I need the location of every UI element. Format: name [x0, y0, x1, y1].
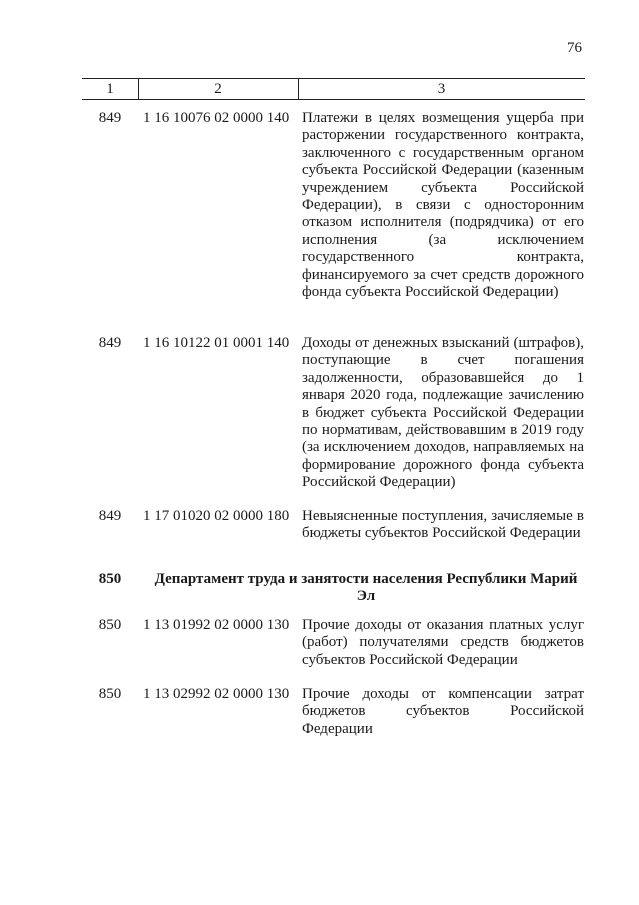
income-description: Невыясненные поступления, зачисляемые в бюджеты субъектов Российской Федерации [302, 508, 584, 542]
admin-code: 849 [98, 110, 122, 126]
income-code: 1 17 01020 02 0000 180 [143, 508, 290, 524]
header-bottom-border [82, 99, 585, 100]
income-description: Доходы от денежных взысканий (штрафов), поступающие в счет погашения задолженности, образовавшейся до 1 января 2020 года, подлежащие зачислению в бюджет субъекта Российской Федерации по нормативам, действовавшим в 2019 году (за исключением доходов, направляемых на формирование дорожного фонда субъекта Российской Федерации) [302, 335, 584, 491]
admin-code: 849 [98, 508, 122, 524]
income-code: 1 13 02992 02 0000 130 [143, 686, 290, 702]
header-col-3: 3 [437, 81, 446, 97]
income-description: Прочие доходы от компенсации затрат бюджетов субъектов Российской Федерации [302, 686, 584, 737]
department-code: 850 [98, 571, 122, 587]
admin-code: 850 [98, 617, 122, 633]
income-description: Прочие доходы от оказания платных услуг (работ) получателями средств бюджетов субъектов Российской Федерации [302, 617, 584, 668]
income-code: 1 13 01992 02 0000 130 [143, 617, 290, 633]
income-code: 1 16 10076 02 0000 140 [143, 110, 290, 126]
income-code: 1 16 10122 01 0001 140 [143, 335, 290, 351]
income-description: Платежи в целях возмещения ущерба при расторжении государственного контракта, заключенного с государственным органом субъекта Российской Федерации (казенным учреждением субъекта Российской Федерации), в связи с односторонним отказом исполнителя (подрядчика) от его исполнения (за исключением государственного контракта, финансируемого за счет средств дорожного фонда субъекта Российской Федерации) [302, 110, 584, 301]
header-col-2: 2 [214, 81, 222, 97]
header-col-1: 1 [106, 81, 114, 97]
page-number: 76 [567, 40, 582, 56]
department-name: Департамент труда и занятости населения Республики Марий Эл [154, 571, 578, 605]
admin-code: 850 [98, 686, 122, 702]
admin-code: 849 [98, 335, 122, 351]
